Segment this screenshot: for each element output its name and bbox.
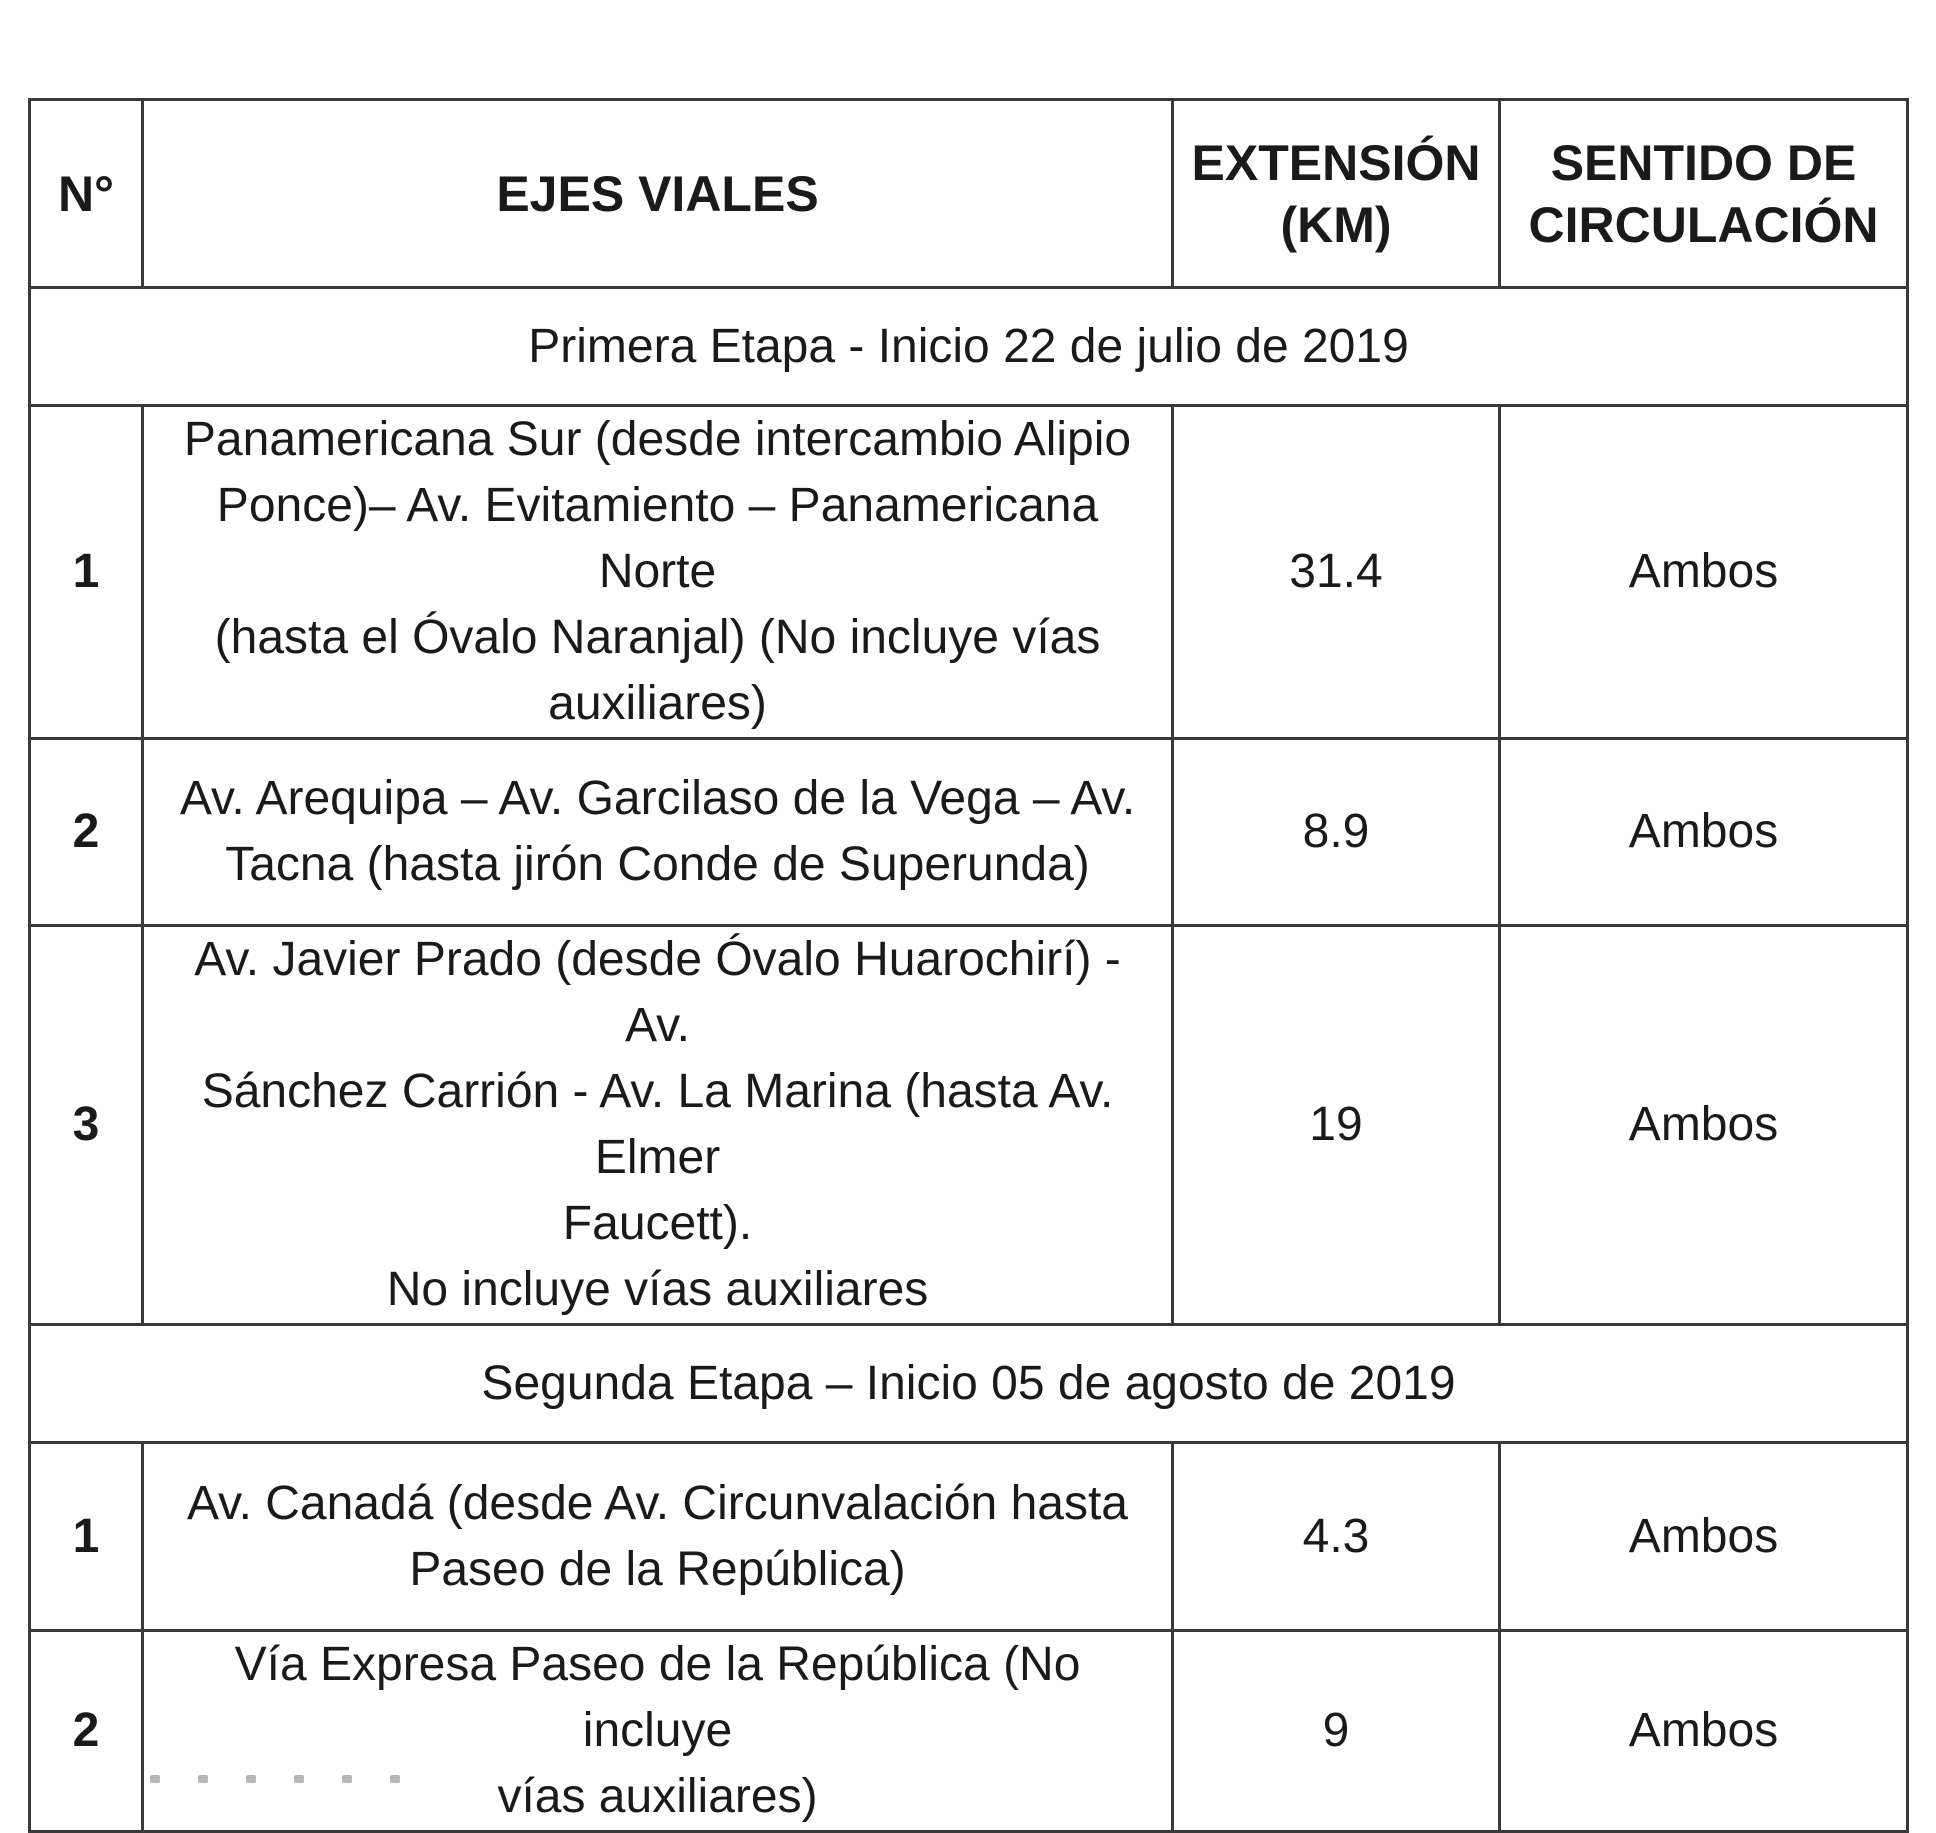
row-number: 1 xyxy=(30,406,143,739)
row-number: 1 xyxy=(30,1443,143,1631)
extension-cell: 8.9 xyxy=(1173,739,1500,926)
stage-title: Primera Etapa - Inicio 22 de julio de 2019 xyxy=(30,288,1908,406)
road-axis-cell xyxy=(143,1631,1173,1832)
stage-title: Segunda Etapa – Inicio 05 de agosto de 2019 xyxy=(30,1325,1908,1443)
road-axis-line: Av. Arequipa – Av. Garcilaso de la Vega – Av. xyxy=(179,772,1136,825)
header-road-axes: EJES VIALES xyxy=(143,100,1173,288)
road-axis-line: (hasta el Óvalo Naranjal) (No incluye vías xyxy=(214,611,1101,664)
road-axis-line: Ponce)– Av. Evitamiento – Panamericana Norte xyxy=(216,479,1099,598)
road-axis-line: Paseo de la República) xyxy=(409,1542,906,1596)
table-row xyxy=(30,406,1908,739)
road-axis-line: auxiliares) xyxy=(548,677,767,730)
road-axis-line: Vía Expresa Paseo de la República (No incluye xyxy=(234,1638,1081,1757)
extension-cell: 31.4 xyxy=(1173,406,1500,739)
row-number: 3 xyxy=(30,926,143,1325)
table-header-row xyxy=(30,100,1908,288)
direction-cell: Ambos xyxy=(1500,926,1908,1325)
header-number: N° xyxy=(30,100,143,288)
road-axis-cell xyxy=(143,406,1173,739)
row-number: 2 xyxy=(30,1631,143,1832)
road-axis-line: No incluye vías auxiliares xyxy=(386,1263,929,1316)
header-extension-line1: EXTENSIÓN xyxy=(1191,134,1481,191)
text-fragment-mark xyxy=(294,1775,304,1783)
road-axis-cell xyxy=(143,926,1173,1325)
road-axis-line: Sánchez Carrión - Av. La Marina (hasta Av. Elmer xyxy=(201,1065,1114,1184)
road-axis-line: Panamericana Sur (desde intercambio Alipio xyxy=(183,413,1132,466)
stage-row-second xyxy=(30,1325,1908,1443)
row-number: 2 xyxy=(30,739,143,926)
text-fragment-mark xyxy=(198,1775,208,1783)
text-fragment-mark xyxy=(246,1775,256,1783)
extension-cell: 9 xyxy=(1173,1631,1500,1832)
stage-row-first xyxy=(30,288,1908,406)
road-axis-cell xyxy=(143,1443,1173,1631)
extension-cell: 4.3 xyxy=(1173,1443,1500,1631)
direction-cell: Ambos xyxy=(1500,406,1908,739)
header-extension xyxy=(1173,100,1500,288)
road-axis-line: Tacna (hasta jirón Conde de Superunda) xyxy=(225,838,1090,891)
road-axis-line: vías auxiliares) xyxy=(497,1770,818,1823)
table-row xyxy=(30,1443,1908,1631)
table-row xyxy=(30,1631,1908,1832)
text-fragment-mark xyxy=(390,1775,400,1783)
direction-cell: Ambos xyxy=(1500,1443,1908,1631)
table-row xyxy=(30,926,1908,1325)
direction-cell: Ambos xyxy=(1500,1631,1908,1832)
road-axis-line: Faucett). xyxy=(562,1197,753,1250)
road-axes-table xyxy=(28,98,1909,1833)
table-row xyxy=(30,739,1908,926)
header-direction-line2: CIRCULACIÓN xyxy=(1528,196,1879,253)
road-axis-line: Av. Canadá (desde Av. Circunvalación hasta xyxy=(186,1476,1128,1530)
direction-cell: Ambos xyxy=(1500,739,1908,926)
extension-cell: 19 xyxy=(1173,926,1500,1325)
cropped-text-fragment xyxy=(150,1770,510,1778)
header-extension-line2: (KM) xyxy=(1280,196,1392,253)
road-axis-line: Av. Javier Prado (desde Óvalo Huarochirí) - Av. xyxy=(194,933,1121,1052)
header-direction-line1: SENTIDO DE xyxy=(1550,134,1857,191)
road-axis-cell xyxy=(143,739,1173,926)
text-fragment-mark xyxy=(342,1775,352,1783)
text-fragment-mark xyxy=(150,1775,160,1783)
header-direction xyxy=(1500,100,1908,288)
